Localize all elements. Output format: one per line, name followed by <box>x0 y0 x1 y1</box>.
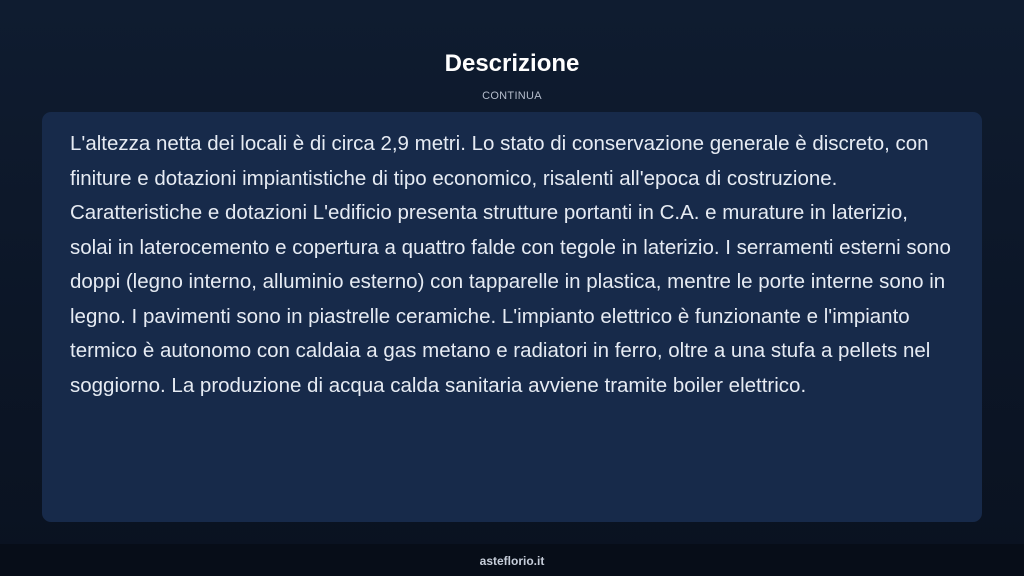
continue-label: CONTINUA <box>482 90 542 102</box>
page-title: Descrizione <box>444 50 580 77</box>
footer-bar <box>0 544 1024 576</box>
footer-site-name: asteflorio.it <box>479 554 545 568</box>
description-text: L'altezza netta dei locali è di circa 2,9 metri. Lo stato di conservazione generale è discreto, con finiture e dotazioni impiantistiche di tipo economico, risalenti all'epoca di costruzione. Caratteristiche e dotazioni L'edificio presenta strutture portanti in C.A. e murature in laterizio, solai in laterocemento e copertura a quattro falde con tegole in laterizio. I serramenti esterni sono doppi (legno interno, alluminio esterno) con tapparelle in plastica, mentre le porte interne sono in legno. I pavimenti sono in piastrelle ceramiche. L'impianto elettrico è funzionante e l'impianto termico è autonomo con caldaia a gas metano e radiatori in ferro, oltre a una stufa a pellets nel soggiorno. La produzione di acqua calda sanitaria avviene tramite boiler elettrico. <box>70 132 951 397</box>
description-card <box>42 112 982 522</box>
